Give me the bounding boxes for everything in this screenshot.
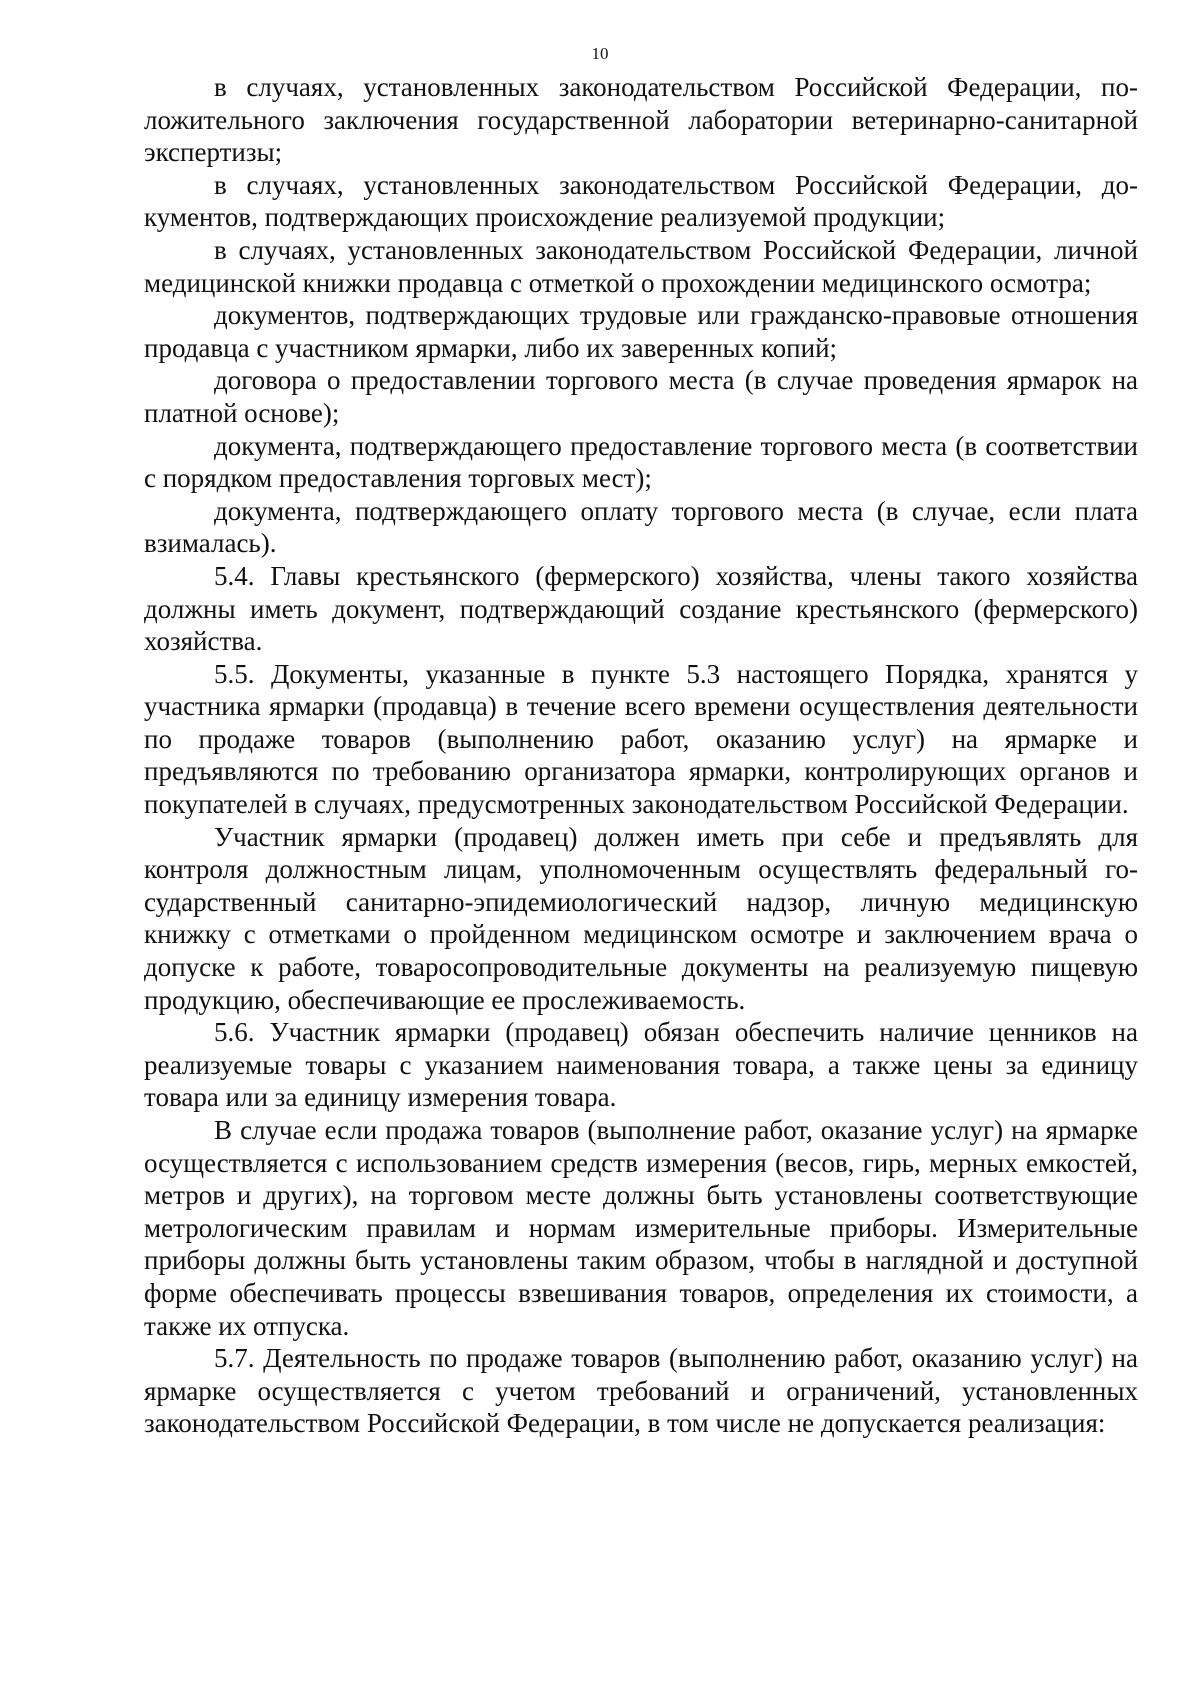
paragraph: Участник ярмарки (продавец) должен иметь при себе и предъявлять для контроля должностным лицам, уполномоченным осуществлять федеральный государственный санитарно-эпидемиологический надзор, личную медицинскую книжку с отметками о пройденном медицинском осмотре и заключением врача о допуске к работе, товаросопроводительные документы на реализуемую пищевую продукцию, обеспечивающие ее прослеживаемость. [144, 821, 1138, 1015]
paragraph: договора о предоставлении торгового места (в случае проведения ярмарок на платной основе); [144, 365, 1138, 428]
paragraph: документа, подтверждающего оплату торгового места (в случае, если плата взималась). [144, 495, 1138, 559]
section-5-4-paragraph: 5.4. Главы крестьянского (фермерского) хозяйства, члены такого хозяйства должны иметь документ, подтверждающий создание крестьянского (фермерского) хозяйства. [144, 560, 1138, 657]
paragraph: документов, подтверждающих трудовые или гражданско-правовые отношения продавца с участником ярмарки, либо их заверенных копий; [144, 300, 1138, 363]
paragraph: В случае если продажа товаров (выполнение работ, оказание услуг) на ярмарке осуществляется с использованием средств измерения (весов, гирь, мерных емкостей, метров и других), на торговом месте должны быть установлены соответствующие метрологическим правилам и нормам измерительные приборы. Измерительные приборы должны быть установлены таким образом, чтобы в наглядной и доступной форме обеспечивать процессы взвешивания товаров, определения их стоимости, а также их отпуска. [144, 1115, 1138, 1341]
paragraph: документа, подтверждающего предоставление торгового места (в соответствии с порядком предоставления торговых мест); [144, 430, 1138, 494]
section-5-5-paragraph: 5.5. Документы, указанные в пункте 5.3 настоящего Порядка, хранятся у участника ярмарки (продавца) в течение всего времени осуществления деятельности по продаже товаров (выполнению работ, оказанию услуг) на ярмарке и предъявляются по требованию организатора ярмарки, контролирующих органов и покупателей в случаях, предусмотренных законодательством Российской Федерации. [144, 658, 1138, 820]
document-body [144, 71, 1138, 1440]
section-5-6-paragraph: 5.6. Участник ярмарки (продавец) обязан обеспечить наличие ценников на реализуемые товары с указанием наименования товара, а также цены за единицу товара или за единицу измерения товара. [144, 1017, 1138, 1113]
paragraph: в случаях, установленных законодательством Российской Федерации, личной медицинской книжки продавца с отметкой о прохождении медицинского осмотра; [144, 234, 1138, 298]
paragraph: в случаях, установленных законодательством Российской Федерации, положительного заключения государственной лаборатории ветеринарно-санитарной экспертизы; [144, 72, 1138, 168]
paragraph: в случаях, установленных законодательством Российской Федерации, документов, подтверждающих происхождение реализуемой продукции; [144, 169, 1138, 233]
page-number: 10 [591, 44, 609, 63]
section-5-7-paragraph: 5.7. Деятельность по продаже товаров (выполнению работ, оказанию услуг) на ярмарке осуществляется с учетом требований и ограничений, установленных законодательством Российской Федерации, в том числе не допускается реализация: [144, 1343, 1138, 1439]
